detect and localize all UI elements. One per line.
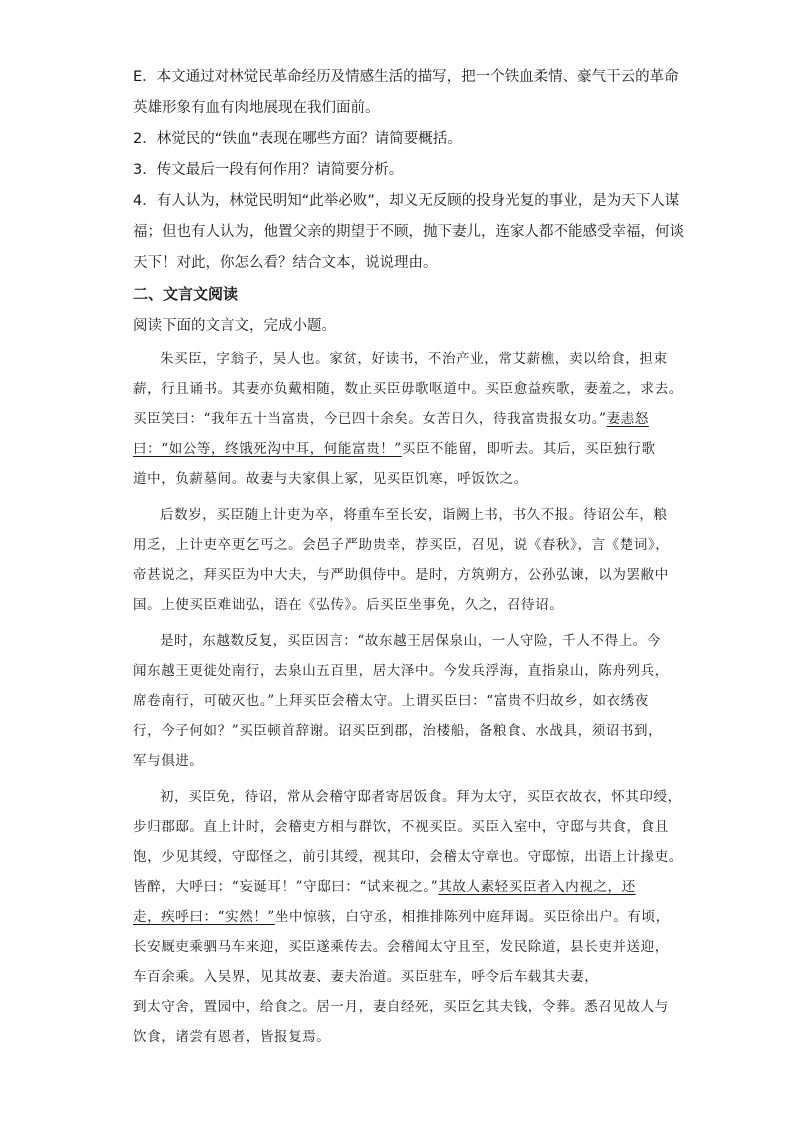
option-e-line-1: E．本文通过对林觉民革命经历及情感生活的描写，把一个铁血柔情、豪气干云的革命 — [133, 69, 679, 85]
passage-text: 坐中惊骇，白守丞，相推排陈列中庭拜谒。买臣徐出户。有顷， — [274, 909, 670, 925]
passage-p3-line-5: 军与俱进。 — [133, 753, 204, 769]
passage-p4-line-3: 饱，少见其绶，守邸怪之，前引其绶，视其印，会稽太守章也。守邸惊，出语上计掾吏。 — [133, 849, 683, 865]
passage-p3-line-3: 席卷南行，可破灭也。”上拜买臣会稽太守。上谓买臣曰：“富贵不归故乡，如衣绣夜 — [133, 693, 649, 709]
passage-p1-line-5: 道中，负薪墓间。故妻与夫家俱上冢，见买臣饥寒，呼饭饮之。 — [133, 471, 528, 487]
passage-p4-line-4 — [133, 877, 693, 897]
passage-p4-line-5 — [133, 907, 693, 927]
passage-p1-line-2: 薪，行且诵书。其妻亦负戴相随，数止买臣毋歌呕道中。买臣愈益疾歌，妻羞之，求去。 — [133, 381, 683, 397]
section-heading: 二、文言文阅读 — [133, 285, 239, 303]
passage-p1-line-4 — [133, 439, 693, 459]
passage-text: 皆醉，大呼曰：“妄诞耳！”守邸曰：“试来视之。” — [133, 879, 439, 895]
passage-p2-line-4: 国。上使买臣难诎弘，语在《弘传》。后买臣坐事免，久之，召待诏。 — [133, 597, 564, 613]
passage-p4-line-7: 车百余乘。入吴界，见其故妻、妻夫治道。买臣驻车，呼令后车载其夫妻， — [133, 969, 599, 985]
underlined-sentence: 曰：“如公等，终饿死沟中耳，何能富贵！” — [133, 441, 402, 457]
passage-p3-line-2: 闻东越王更徙处南行，去泉山五百里，居大泽中。今发兵浮海，直指泉山，陈舟列兵， — [133, 663, 669, 679]
underlined-sentence: 走，疾呼曰：“实然！” — [133, 909, 275, 925]
passage-p4-line-9: 饮食，诸尝有恩者，皆报复焉。 — [133, 1029, 331, 1045]
passage-text: 买臣笑曰：“我年五十当富贵，今已四十余矣。女苦日久，待我富贵报女功。” — [133, 411, 607, 427]
passage-p1-line-3 — [133, 409, 693, 429]
passage-p4-line-8: 到太守舍，置园中，给食之。居一月，妻自经死，买臣乞其夫钱，令葬。悉召见故人与 — [133, 999, 669, 1015]
passage-p2-line-1: 后数岁，买臣随上计吏为卒，将重车至长安，诣阙上书，书久不报。待诏公车，粮 — [160, 507, 668, 523]
passage-p4-line-2: 步归郡邸。直上计时，会稽吏方相与群饮，不视买臣。买臣入室中，守邸与共食，食且 — [133, 819, 669, 835]
passage-p2-line-3: 帝甚说之，拜买臣为中大夫，与严助俱侍中。是时，方筑朔方，公孙弘谏，以为罢敝中 — [133, 567, 669, 583]
question-4-line-3: 天下！对此，你怎么看？结合文本，说说理由。 — [133, 255, 438, 271]
question-4-line-1: 4．有人认为，林觉民明知“此举必败”，却义无反顾的投身光复的事业，是为天下人谋 — [133, 193, 680, 209]
passage-p3-line-1: 是时，东越数反复，买臣因言：“故东越王居保泉山，一人守险，千人不得上。今 — [160, 633, 662, 649]
passage-p2-line-2: 用乏，上计吏卒更乞丐之。会邑子严助贵幸，荐买臣，召见，说《春秋》，言《楚词》， — [133, 537, 670, 553]
passage-p3-line-4: 行，今子何如？”买臣顿首辞谢。诏买臣到郡，治楼船，备粮食、水战具，须诏书到， — [133, 723, 663, 739]
underlined-sentence: 妻恚怒 — [606, 411, 649, 427]
question-4-line-2: 福；但也有人认为，他置父亲的期望于不顾，抛下妻儿，连家人都不能感受幸福，何谈 — [133, 224, 684, 240]
passage-p1-line-1: 朱买臣，字翁子，吴人也。家贫，好读书，不治产业，常艾薪樵，卖以给食，担束 — [160, 351, 668, 367]
passage-p4-line-1: 初，买臣免，待诏，常从会稽守邸者寄居饭食。拜为太守，买臣衣故衣，怀其印绶， — [160, 789, 682, 805]
passage-p4-line-6: 长安厩吏乘驷马车来迎，买臣遂乘传去。会稽闻太守且至，发民除道，县长吏并送迎， — [133, 939, 669, 955]
question-2: 2．林觉民的“铁血”表现在哪些方面？请简要概括。 — [133, 131, 462, 147]
passage-text: 买臣不能留，即听去。其后，买臣独行歌 — [401, 441, 656, 457]
option-e-line-2: 英雄形象有血有肉地展现在我们面前。 — [133, 100, 380, 116]
underlined-sentence: 其故人素轻买臣者入内视之，还 — [438, 879, 636, 895]
question-3: 3．传文最后一段有何作用？请简要分析。 — [133, 162, 404, 178]
section-instruction: 阅读下面的文言文，完成小题。 — [133, 318, 336, 334]
